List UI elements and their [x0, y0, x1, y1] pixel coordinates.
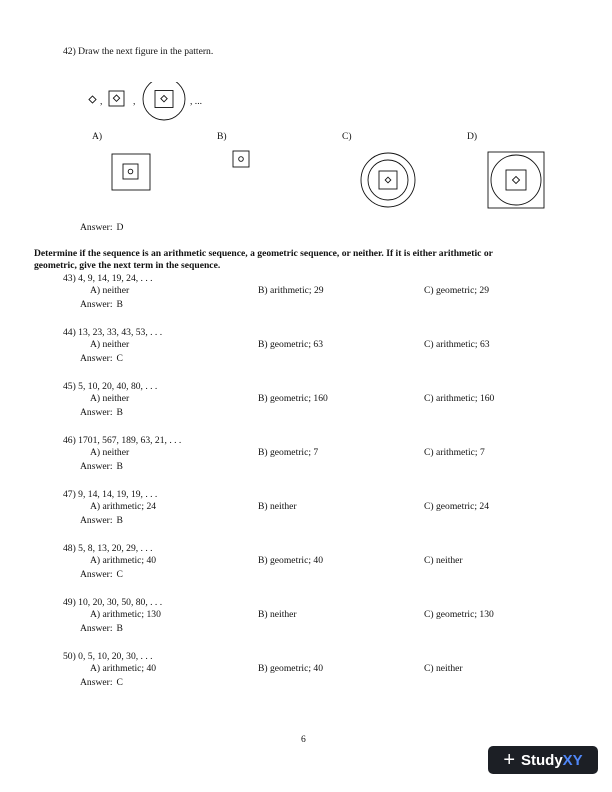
q42-prompt: 42) Draw the next figure in the pattern.	[63, 46, 214, 57]
answer-label: Answer:	[80, 299, 113, 310]
question-answer	[80, 407, 123, 418]
pattern-continuation: , ...	[190, 96, 202, 107]
choice-b: B) geometric; 40	[258, 555, 324, 566]
question-stem: 49) 10, 20, 30, 50, 80, . . .	[63, 597, 163, 608]
question-stem: 50) 0, 5, 10, 20, 30, . . .	[63, 651, 153, 662]
q42-answer	[80, 222, 123, 233]
choice-a: A) arithmetic; 40	[90, 555, 157, 566]
answer-value: C	[116, 569, 123, 580]
question-stem: 44) 13, 23, 33, 43, 53, . . .	[63, 327, 163, 338]
choice-c: C) arithmetic; 7	[424, 447, 485, 458]
answer-value: C	[116, 353, 123, 364]
option-d-figure	[486, 150, 548, 212]
option-c-figure	[358, 151, 420, 211]
option-a-figure	[110, 152, 154, 192]
question-answer	[80, 677, 123, 688]
answer-value: B	[116, 299, 123, 310]
choice-a: A) neither	[90, 393, 130, 404]
choice-c: C) geometric; 130	[424, 609, 494, 620]
question-stem: 46) 1701, 567, 189, 63, 21, . . .	[63, 435, 182, 446]
answer-value: B	[116, 515, 123, 526]
question-answer	[80, 515, 123, 526]
question-answer	[80, 623, 123, 634]
answer-value: B	[116, 407, 123, 418]
question-answer	[80, 299, 123, 310]
directions-line-2: geometric, give the next term in the sequence.	[34, 260, 221, 271]
plus-icon: +	[503, 748, 515, 771]
question-answer	[80, 353, 123, 364]
question-stem: 45) 5, 10, 20, 40, 80, . . .	[63, 381, 158, 392]
question-stem: 47) 9, 14, 14, 19, 19, . . .	[63, 489, 158, 500]
choice-b: B) geometric; 160	[258, 393, 328, 404]
answer-label: Answer:	[80, 407, 113, 418]
brand-prefix: Study	[521, 751, 563, 769]
choice-b: B) neither	[258, 609, 297, 620]
choice-c: C) geometric; 24	[424, 501, 490, 512]
choice-a: A) neither	[90, 339, 130, 350]
choice-c: C) arithmetic; 160	[424, 393, 495, 404]
question-stem: 43) 4, 9, 14, 19, 24, . . .	[63, 273, 153, 284]
choice-a: A) neither	[90, 447, 130, 458]
question-answer	[80, 461, 123, 472]
choice-c: C) neither	[424, 555, 463, 566]
option-c-label: C)	[342, 131, 352, 142]
directions-line-1: Determine if the sequence is an arithmetic sequence, a geometric sequence, or neither. If it is either arithmetic or	[34, 248, 493, 259]
brand-suffix: XY	[562, 751, 583, 769]
answer-label: Answer:	[80, 461, 113, 472]
answer-label: Answer:	[80, 677, 113, 688]
answer-label: Answer:	[80, 623, 113, 634]
answer-value: D	[116, 222, 124, 233]
option-b-label: B)	[217, 131, 227, 142]
answer-label: Answer:	[80, 569, 113, 580]
choice-b: B) geometric; 40	[258, 663, 324, 674]
choice-a: A) arithmetic; 130	[90, 609, 161, 620]
choice-c: C) neither	[424, 663, 463, 674]
choice-a: A) arithmetic; 40	[90, 663, 157, 674]
page-number: 6	[301, 734, 306, 745]
answer-label: Answer:	[80, 353, 113, 364]
choice-c: C) geometric; 29	[424, 285, 490, 296]
question-stem: 48) 5, 8, 13, 20, 29, . . .	[63, 543, 153, 554]
choice-b: B) geometric; 7	[258, 447, 319, 458]
choice-b: B) geometric; 63	[258, 339, 324, 350]
pattern-comma-1: ,	[100, 96, 103, 107]
answer-label: Answer:	[80, 515, 113, 526]
choice-c: C) arithmetic; 63	[424, 339, 490, 350]
choice-a: A) arithmetic; 24	[90, 501, 157, 512]
studyxy-watermark[interactable]	[488, 746, 598, 774]
answer-value: B	[116, 461, 123, 472]
answer-value: B	[116, 623, 123, 634]
answer-label: Answer:	[80, 222, 113, 233]
answer-value: C	[116, 677, 123, 688]
question-answer	[80, 569, 123, 580]
choice-b: B) arithmetic; 29	[258, 285, 324, 296]
option-a-label: A)	[92, 131, 103, 142]
pattern-comma-2: ,	[133, 96, 136, 107]
option-d-label: D)	[467, 131, 478, 142]
choice-a: A) neither	[90, 285, 130, 296]
choice-b: B) neither	[258, 501, 297, 512]
option-b-figure	[231, 149, 253, 171]
